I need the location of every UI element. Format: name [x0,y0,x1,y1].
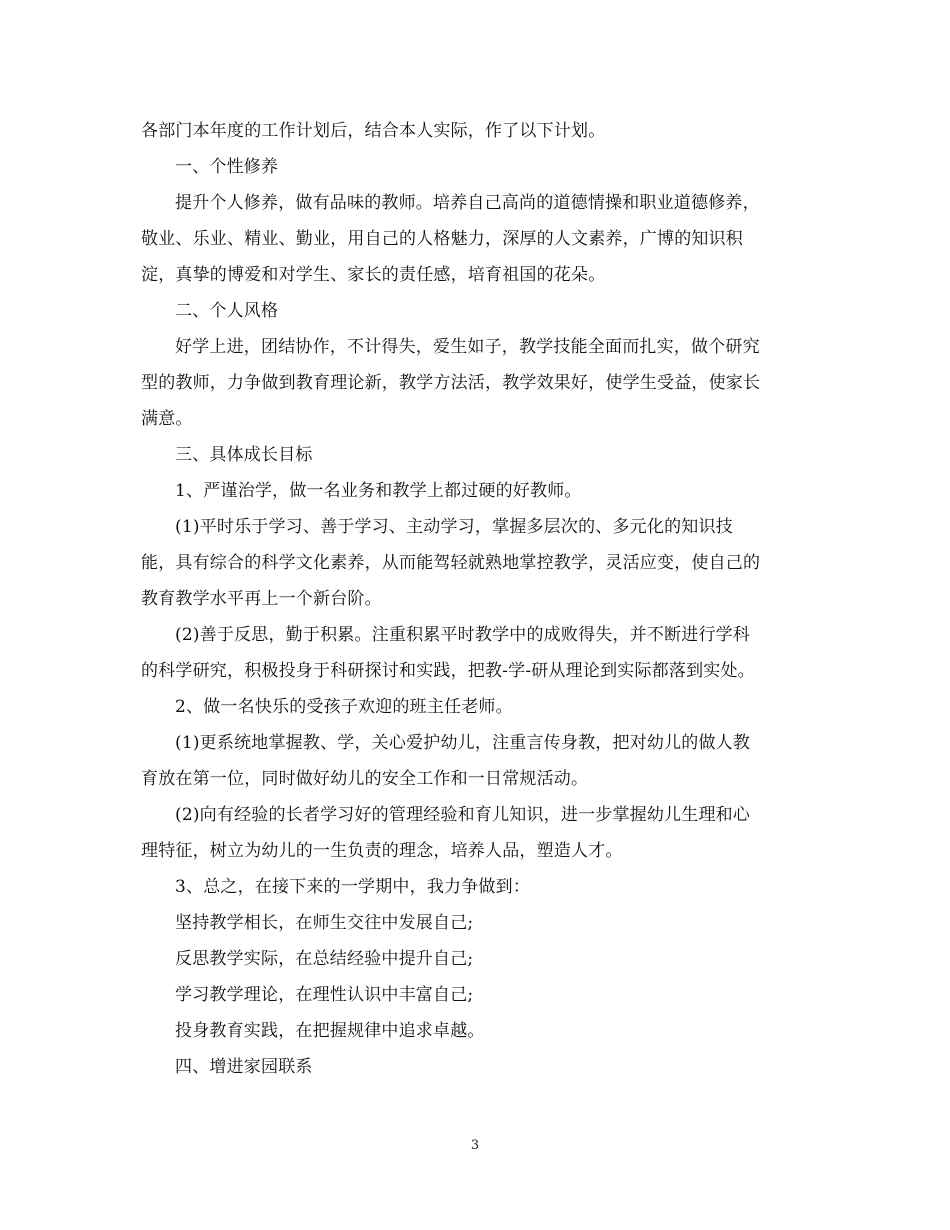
document-body [141,113,811,1085]
text-line: 一、个性修养 [175,157,279,177]
text-line: 满意。 [141,409,193,429]
text-line: 理特征，树立为幼儿的一生负责的理念，培养人品，塑造人才。 [141,841,623,861]
text-line: 敬业、乐业、精业、勤业，用自己的人格魅力，深厚的人文素养，广博的知识积 [141,229,743,249]
text-line: (2)善于反思，勤于积累。注重积累平时教学中的成败得失，并不断进行学科 [175,625,751,645]
text-line: 提升个人修养，做有品味的教师。培养自己高尚的道德情操和职业道德修养， [175,193,760,213]
text-line: 四、增进家园联系 [175,1057,313,1077]
text-line: (2)向有经验的长者学习好的管理经验和育儿知识，进一步掌握幼儿生理和心 [175,805,751,825]
text-line: 学习教学理论，在理性认识中丰富自己; [175,985,474,1005]
text-line: 育放在第一位，同时做好幼儿的安全工作和一日常规活动。 [141,769,589,789]
text-line: 好学上进，团结协作，不计得失，爱生如子，教学技能全面而扎实，做个研究 [175,337,760,357]
text-line: 3、总之，在接下来的一学期中，我力争做到： [175,877,531,897]
text-line: (1)更系统地掌握教、学，关心爱护幼儿，注重言传身教，把对幼儿的做人教 [175,733,751,753]
page-number: 3 [470,1138,480,1153]
text-line: 2、做一名快乐的受孩子欢迎的班主任老师。 [175,697,513,717]
text-line: 淀，真挚的博爱和对学生、家长的责任感，培育祖国的花朵。 [141,265,606,285]
text-line: (1)平时乐于学习、善于学习、主动学习，掌握多层次的、多元化的知识技 [175,517,733,537]
text-line: 1、严谨治学，做一名业务和教学上都过硬的好教师。 [175,481,582,501]
text-line: 三、具体成长目标 [175,445,313,465]
text-line: 教育教学水平再上一个新台阶。 [141,589,382,609]
text-line: 的科学研究，积极投身于科研探讨和实践，把教-学-研从理论到实际都落到实处。 [141,661,755,681]
text-line: 坚持教学相长，在师生交往中发展自己; [175,913,474,933]
text-line: 能，具有综合的科学文化素养，从而能驾轻就熟地掌控教学，灵活应变，使自己的 [141,553,761,573]
text-line: 各部门本年度的工作计划后，结合本人实际，作了以下计划。 [141,121,606,141]
text-line: 投身教育实践，在把握规律中追求卓越。 [175,1021,485,1041]
text-line: 型的教师，力争做到教育理论新，教学方法活，教学效果好，使学生受益，使家长 [141,373,761,393]
text-line: 反思教学实际，在总结经验中提升自己; [175,949,474,969]
text-line: 二、个人风格 [175,301,279,321]
